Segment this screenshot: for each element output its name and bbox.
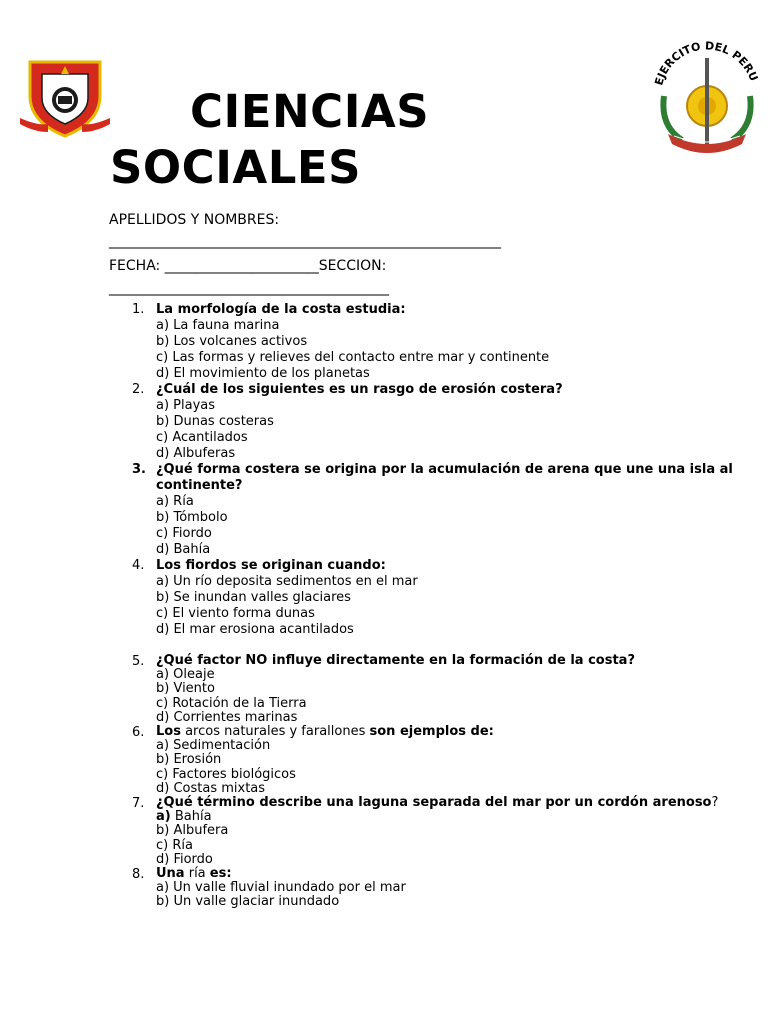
option: b) Se inundan valles glaciares bbox=[156, 590, 351, 605]
option: d) Fiordo bbox=[156, 851, 213, 867]
option: d) Bahía bbox=[156, 542, 211, 557]
option: c) Las formas y relieves del contacto entre mar y continente bbox=[156, 350, 550, 365]
question-list bbox=[130, 302, 750, 910]
section-line[interactable]: ________________________________________ bbox=[109, 280, 389, 296]
option: d) El mar erosiona acantilados bbox=[156, 622, 354, 637]
option: c) Ría bbox=[156, 837, 193, 853]
option: a) Un valle fluvial inundado por el mar bbox=[156, 880, 406, 896]
option: d) Costas mixtas bbox=[156, 780, 266, 796]
army-emblem-logo bbox=[652, 36, 762, 160]
option: c) Fiordo bbox=[156, 526, 212, 541]
question-2: 2. ¿Cuál de los siguientes es un rasgo de erosión costera? a) Playas b) Dunas costeras c) Acantilados d) Albuferas bbox=[130, 382, 750, 462]
option: b) Viento bbox=[156, 681, 215, 697]
question-stem: ¿Qué factor NO influye directamente en la formación de la costa? bbox=[156, 653, 635, 668]
option: a) Ría bbox=[156, 494, 194, 509]
option: b) Albufera bbox=[156, 823, 229, 839]
option: a) Playas bbox=[156, 398, 216, 413]
question-stem: La morfología de la costa estudia: bbox=[156, 302, 406, 317]
option: b) Tómbolo bbox=[156, 510, 228, 525]
question-1: 1. La morfología de la costa estudia: a) La fauna marina b) Los volcanes activos c) Las formas y relieves del contacto entre mar y continente d) El movimiento de los planetas bbox=[130, 302, 750, 382]
question-8: 8. Una ría es: a) Un valle fluvial inundado por el mar b) Un valle glaciar inundado bbox=[130, 867, 750, 910]
question-6: 6. Los arcos naturales y farallones son ejemplos de: a) Sedimentación b) Erosión c) Factores biológicos d) Costas mixtas bbox=[130, 725, 750, 796]
name-label: APELLIDOS Y NOMBRES: bbox=[109, 212, 280, 228]
option: d) El movimiento de los planetas bbox=[156, 366, 370, 381]
date-section-line[interactable]: FECHA: ______________________SECCION: bbox=[109, 258, 387, 274]
option: b) Dunas costeras bbox=[156, 414, 274, 429]
option: a) Un río deposita sedimentos en el mar bbox=[156, 574, 418, 589]
option: c) Acantilados bbox=[156, 430, 248, 445]
question-stem: ¿Qué forma costera se origina por la acumulación de arena que une una isla al continente? bbox=[156, 462, 733, 493]
question-5: 5. ¿Qué factor NO influye directamente en la formación de la costa? a) Oleaje b) Viento c) Rotación de la Tierra d) Corrientes marinas bbox=[130, 654, 750, 725]
page-title: CIENCIAS SOCIALES bbox=[110, 85, 430, 194]
question-stem: ¿Qué término describe una laguna separada del mar por un cordón arenoso? bbox=[156, 795, 719, 811]
question-4: 4. Los fiordos se originan cuando: a) Un río deposita sedimentos en el mar b) Se inundan valles glaciares c) El viento forma dunas d) El mar erosiona acantilados bbox=[130, 558, 750, 638]
name-line[interactable]: ________________________________________________________ bbox=[109, 233, 501, 249]
option: a) La fauna marina bbox=[156, 318, 280, 333]
option: b) Los volcanes activos bbox=[156, 334, 308, 349]
question-stem: Los arcos naturales y farallones son ejemplos de: bbox=[156, 724, 494, 740]
emblem-arc-text: EJERCITO DEL PERU bbox=[652, 39, 761, 87]
option: d) Albuferas bbox=[156, 446, 236, 461]
option: c) Rotación de la Tierra bbox=[156, 695, 307, 711]
option: a) Sedimentación bbox=[156, 738, 271, 754]
question-7: 7. ¿Qué término describe una laguna separada del mar por un cordón arenoso? a) Bahía b) Albufera c) Ría d) Fiordo bbox=[130, 796, 750, 867]
option: b) Un valle glaciar inundado bbox=[156, 894, 340, 910]
question-stem: Una ría es: bbox=[156, 866, 232, 882]
option: c) El viento forma dunas bbox=[156, 606, 315, 621]
question-3: 3. ¿Qué forma costera se origina por la acumulación de arena que une una isla al continente? a) Ría b) Tómbolo c) Fiordo d) Bahía bbox=[130, 462, 750, 558]
option: b) Erosión bbox=[156, 752, 222, 768]
question-stem: Los fiordos se originan cuando: bbox=[156, 558, 386, 573]
option: d) Corrientes marinas bbox=[156, 709, 298, 725]
option: a) Oleaje bbox=[156, 667, 215, 683]
option: a) Bahía bbox=[156, 809, 212, 825]
school-crest-logo bbox=[18, 52, 112, 142]
question-stem: ¿Cuál de los siguientes es un rasgo de erosión costera? bbox=[156, 382, 563, 397]
option: c) Factores biológicos bbox=[156, 766, 296, 782]
